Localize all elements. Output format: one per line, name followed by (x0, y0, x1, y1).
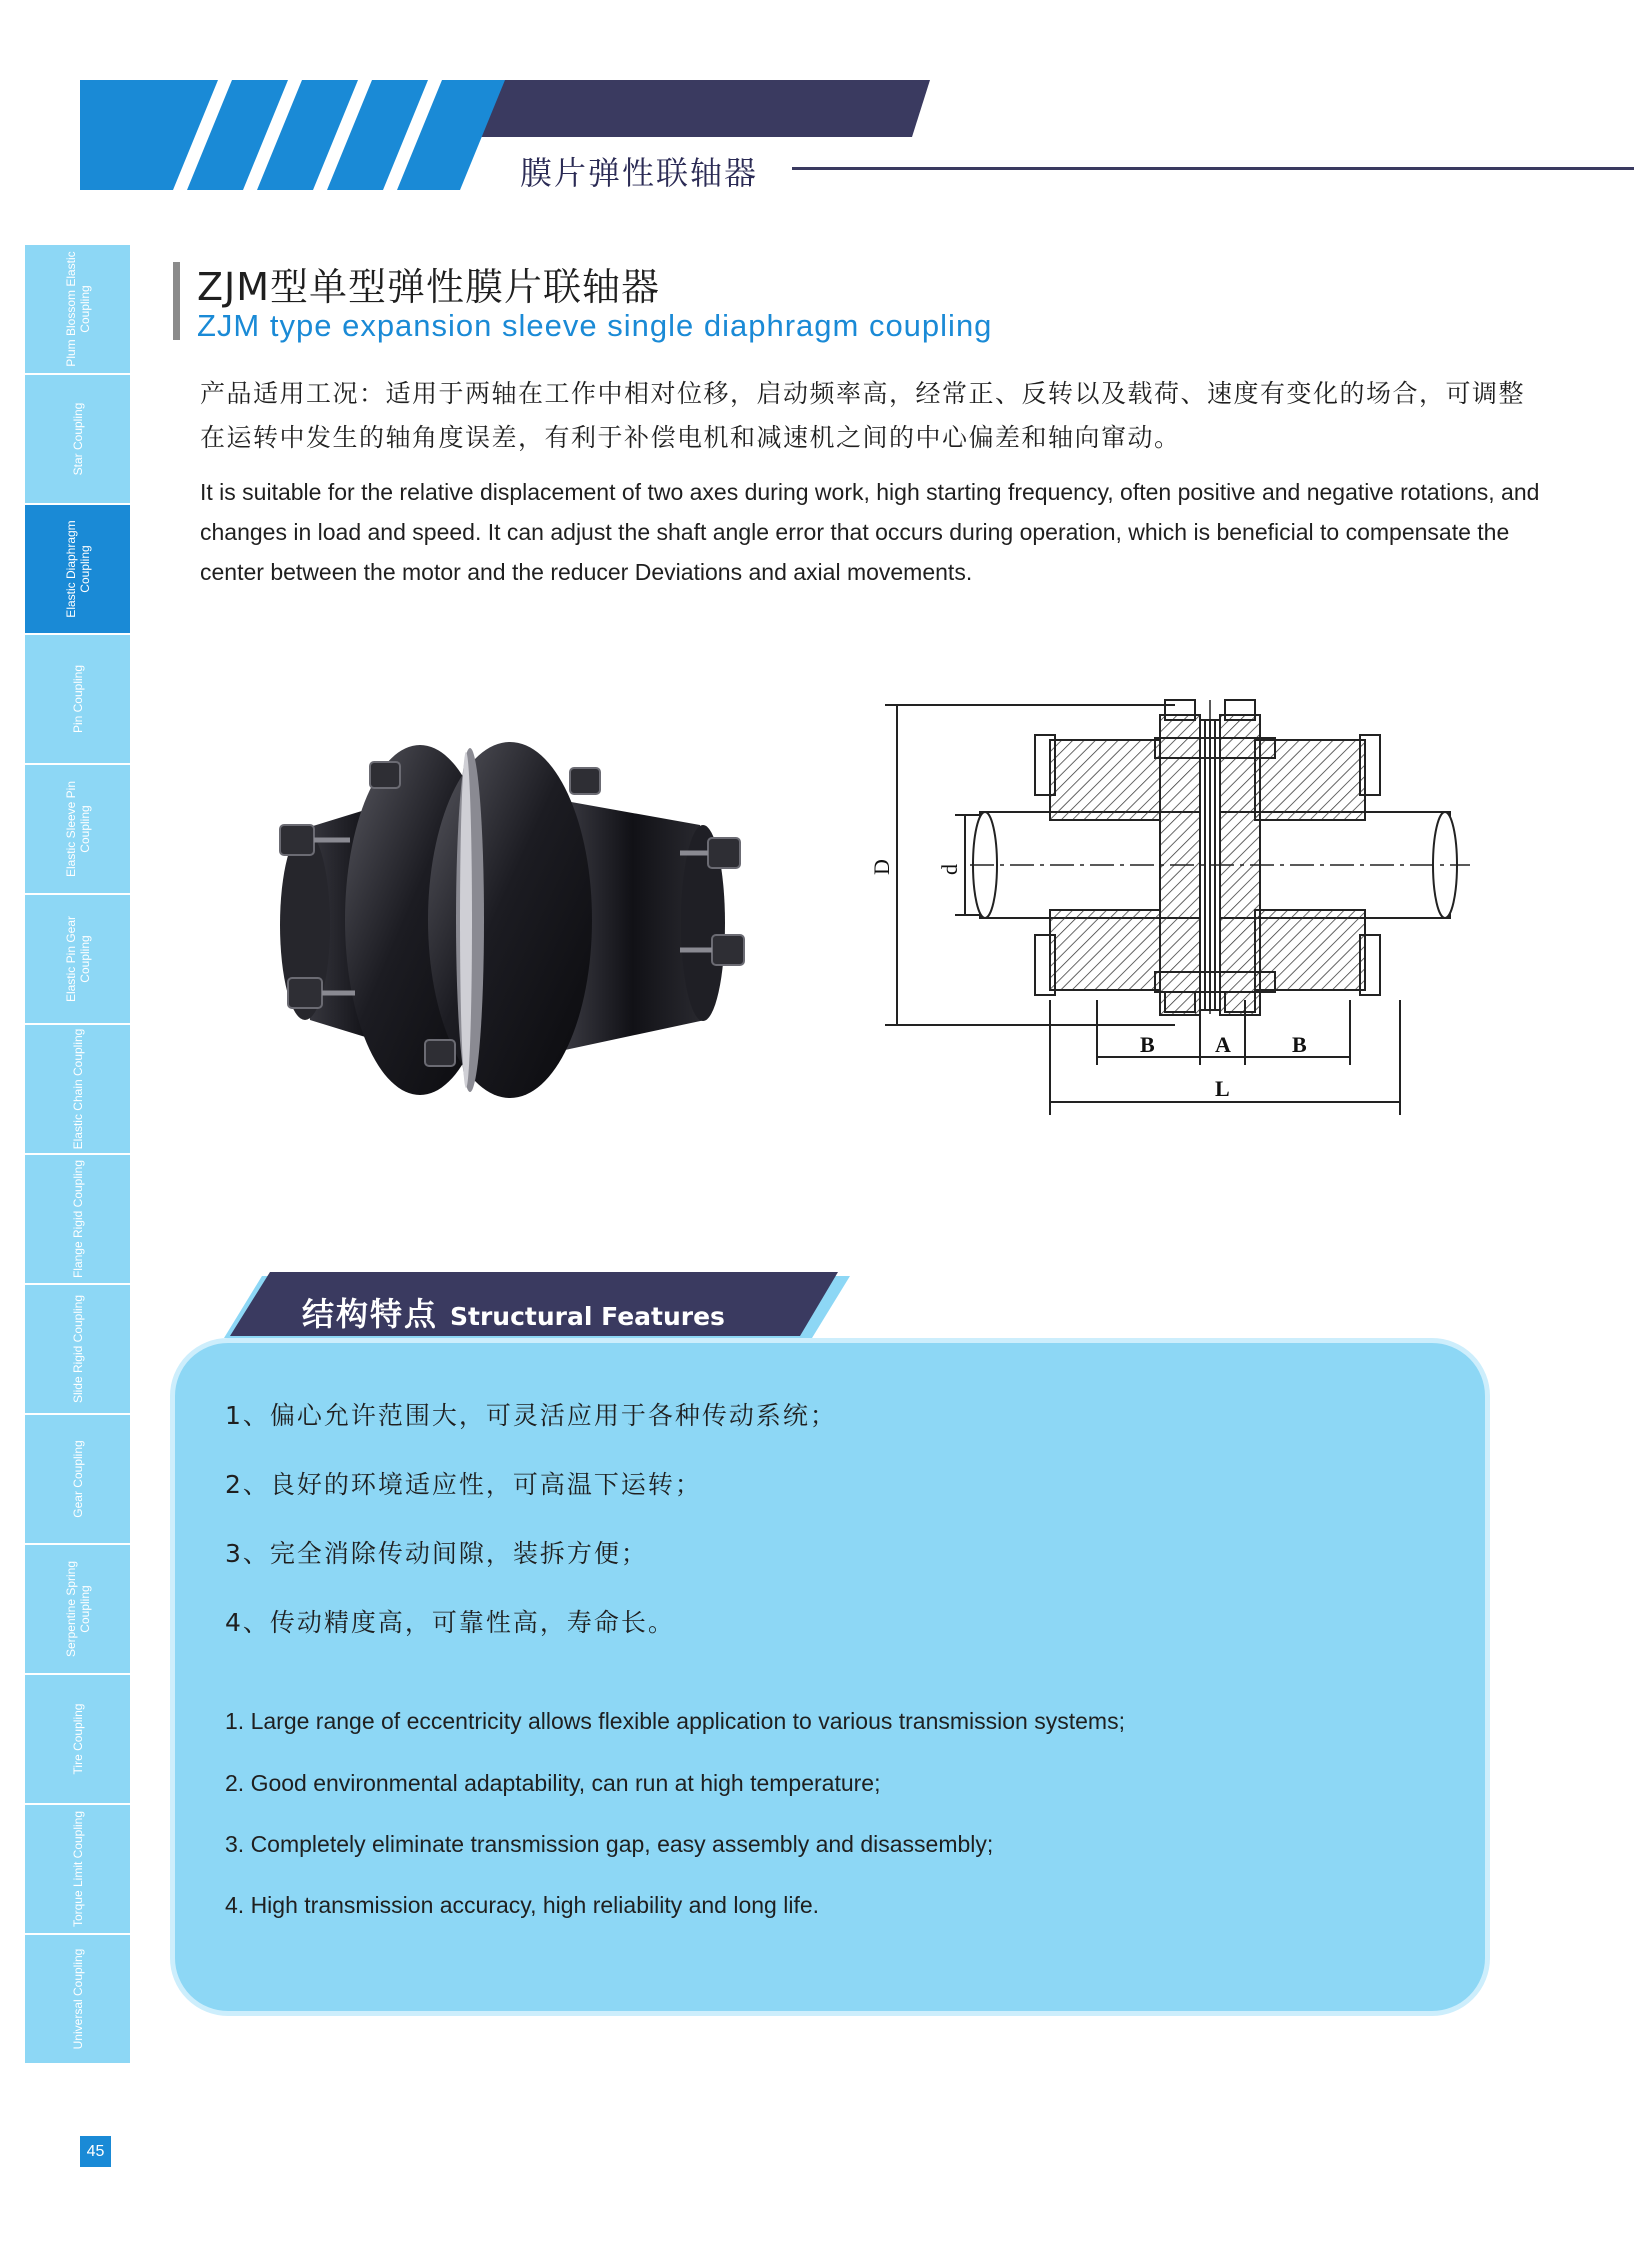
sidebar-item-label: Elastic Pin Gear Coupling (63, 915, 92, 1003)
coupling-cross-section-diagram (869, 700, 1475, 1120)
sidebar-item-universal[interactable] (25, 1935, 130, 2065)
sidebar-item-label: Plum Blossom Elastic Coupling (63, 251, 92, 367)
sidebar-item-label: Elastic Chain Coupling (70, 1028, 85, 1150)
sidebar-item-label: Pin Coupling (70, 664, 85, 734)
sidebar-item-serpentine-spring[interactable] (25, 1545, 130, 1675)
sidebar-item-label: Gear Coupling (70, 1440, 85, 1518)
sidebar-item-label: Tire Coupling (70, 1703, 85, 1775)
sidebar-item-plum-blossom[interactable] (25, 245, 130, 375)
sidebar-item-label: Elastic Diaphragm Coupling (63, 520, 92, 618)
feature-item-cn: 2、良好的环境适应性，可高温下运转； (225, 1470, 702, 1499)
technical-drawing (869, 700, 1475, 1120)
sidebar-item-label: Flange Rigid Coupling (70, 1159, 85, 1279)
feature-item-cn: 3、完全消除传动间隙，装拆方便； (225, 1539, 648, 1568)
sidebar-item-label: Elastic Sleeve Pin Coupling (63, 780, 92, 878)
dim-label-a: A (1215, 1032, 1231, 1057)
sidebar-item-slide-rigid[interactable] (25, 1285, 130, 1415)
dim-label-D: D (869, 859, 894, 875)
feature-item-cn: 4、传动精度高，可靠性高，寿命长。 (225, 1608, 675, 1637)
sidebar-item-star[interactable] (25, 375, 130, 505)
product-title-cn: ZJM型单型弹性膜片联轴器 (197, 265, 661, 309)
features-title (302, 1289, 725, 1335)
sidebar-item-elastic-pin-gear[interactable] (25, 895, 130, 1025)
sidebar-item-label: Serpentine Spring Coupling (63, 1560, 92, 1658)
dim-label-b-left: B (1140, 1032, 1155, 1057)
sidebar-item-elastic-sleeve-pin[interactable] (25, 765, 130, 895)
feature-item-en: 1. Large range of eccentricity allows flexible application to various transmission systems; (225, 1708, 1125, 1734)
header-rule (792, 167, 1634, 170)
sidebar-item-label: Star Coupling (70, 402, 85, 476)
sidebar-item-tire[interactable] (25, 1675, 130, 1805)
sidebar-item-elastic-chain[interactable] (25, 1025, 130, 1155)
product-photo (260, 720, 750, 1110)
sidebar-item-label: Slide Rigid Coupling (70, 1294, 85, 1404)
title-accent-bar (173, 262, 180, 340)
features-title-cn: 结构特点 (302, 1295, 439, 1333)
product-title-en: ZJM type expansion sleeve single diaphragm coupling (197, 308, 993, 343)
sidebar-item-gear[interactable] (25, 1415, 130, 1545)
banner-graphic (0, 0, 1634, 200)
feature-item-cn: 1、偏心允许范围大，可灵活应用于各种传动系统； (225, 1401, 837, 1430)
page-number: 45 (80, 2136, 111, 2167)
feature-item-en: 4. High transmission accuracy, high reliability and long life. (225, 1892, 820, 1918)
product-description-cn: 产品适用工况：适用于两轴在工作中相对位移，启动频率高，经常正、反转以及载荷、速度有变化的场合，可调整在运转中发生的轴角度误差，有利于补偿电机和减速机之间的中心偏差和轴向窜动。 (200, 379, 1526, 452)
dim-label-b-right: B (1292, 1032, 1307, 1057)
sidebar-item-pin[interactable] (25, 635, 130, 765)
features-title-en: Structural Features (450, 1302, 725, 1331)
sidebar-nav (25, 245, 130, 2065)
dim-label-l: L (1215, 1076, 1230, 1101)
header-banner (0, 0, 1634, 200)
sidebar-item-torque-limit[interactable] (25, 1805, 130, 1935)
sidebar-item-label: Universal Coupling (70, 1948, 85, 2050)
feature-item-en: 3. Completely eliminate transmission gap, easy assembly and disassembly; (225, 1831, 994, 1857)
sidebar-item-elastic-diaphragm[interactable] (25, 505, 130, 635)
section-title: 膜片弹性联轴器 (520, 154, 759, 192)
sidebar-item-flange-rigid[interactable] (25, 1155, 130, 1285)
product-description-en: It is suitable for the relative displacement of two axes during work, high starting frequency, often positive and negative rotations, and changes in load and speed. It can adjust the shaft angle error that occurs during operation, which is beneficial to compensate the center between the motor and the reducer Deviations and axial movements. (200, 479, 1540, 585)
feature-item-en: 2. Good environmental adaptability, can run at high temperature; (225, 1770, 881, 1796)
coupling-photo-image (260, 720, 750, 1110)
sidebar-item-label: Torque Limit Coupling (70, 1810, 85, 1928)
dim-label-d: d (937, 864, 962, 875)
